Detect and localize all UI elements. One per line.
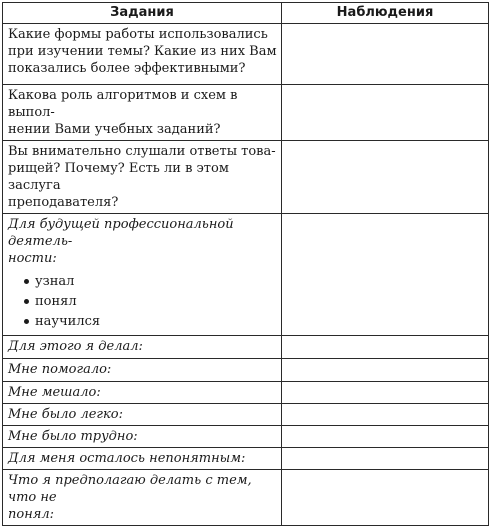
table-row (3, 141, 489, 214)
observation-cell[interactable] (282, 214, 489, 336)
table-row (3, 470, 489, 526)
table-row (3, 85, 489, 141)
task-cell (3, 141, 282, 214)
table-row (3, 404, 489, 426)
observation-cell[interactable] (282, 382, 489, 404)
observation-cell[interactable] (282, 85, 489, 141)
observation-cell[interactable] (282, 470, 489, 526)
table-row (3, 24, 489, 85)
table-body (3, 24, 489, 526)
task-text: Вы внимательно слушали ответы това- рищей? Почему? Есть ли в этом заслуга преподавателя? (8, 144, 276, 210)
observation-cell[interactable] (282, 141, 489, 214)
reflection-table (2, 2, 489, 526)
bullet-item: научился (24, 312, 277, 332)
task-cell (3, 214, 282, 336)
task-text: Для будущей профессиональной деятель- ности: (8, 217, 234, 266)
bullet-item: узнал (24, 272, 277, 292)
task-cell (3, 359, 282, 382)
header-row (3, 3, 489, 24)
observation-cell[interactable] (282, 336, 489, 359)
task-cell (3, 426, 282, 448)
observation-cell[interactable] (282, 426, 489, 448)
task-text: Мне было трудно: (8, 429, 138, 444)
table-row (3, 336, 489, 359)
task-cell (3, 470, 282, 526)
bullet-list (8, 272, 277, 332)
task-cell (3, 404, 282, 426)
table-row (3, 382, 489, 404)
observation-cell[interactable] (282, 404, 489, 426)
task-cell (3, 85, 282, 141)
task-text: Какова роль алгоритмов и схем в выпол- нении Вами учебных заданий? (8, 88, 238, 137)
task-text: Мне было легко: (8, 407, 123, 422)
header-tasks: Задания (3, 3, 282, 24)
header-observations: Наблюдения (282, 3, 489, 24)
task-cell (3, 448, 282, 470)
table-row (3, 448, 489, 470)
task-text: Мне помогало: (8, 362, 112, 377)
observation-cell[interactable] (282, 359, 489, 382)
table-row (3, 214, 489, 336)
task-cell (3, 24, 282, 85)
task-cell (3, 382, 282, 404)
task-cell (3, 336, 282, 359)
task-text: Для меня осталось непонятным: (8, 451, 246, 466)
bullet-item: понял (24, 292, 277, 312)
table-row (3, 359, 489, 382)
observation-cell[interactable] (282, 24, 489, 85)
table-row (3, 426, 489, 448)
task-text: Что я предполагаю делать с тем, что не понял: (8, 473, 252, 522)
task-text: Для этого я делал: (8, 339, 143, 354)
task-text: Какие формы работы использовались при изучении темы? Какие из них Вам показались более эффективными? (8, 27, 277, 76)
observation-cell[interactable] (282, 448, 489, 470)
task-text: Мне мешало: (8, 385, 101, 400)
